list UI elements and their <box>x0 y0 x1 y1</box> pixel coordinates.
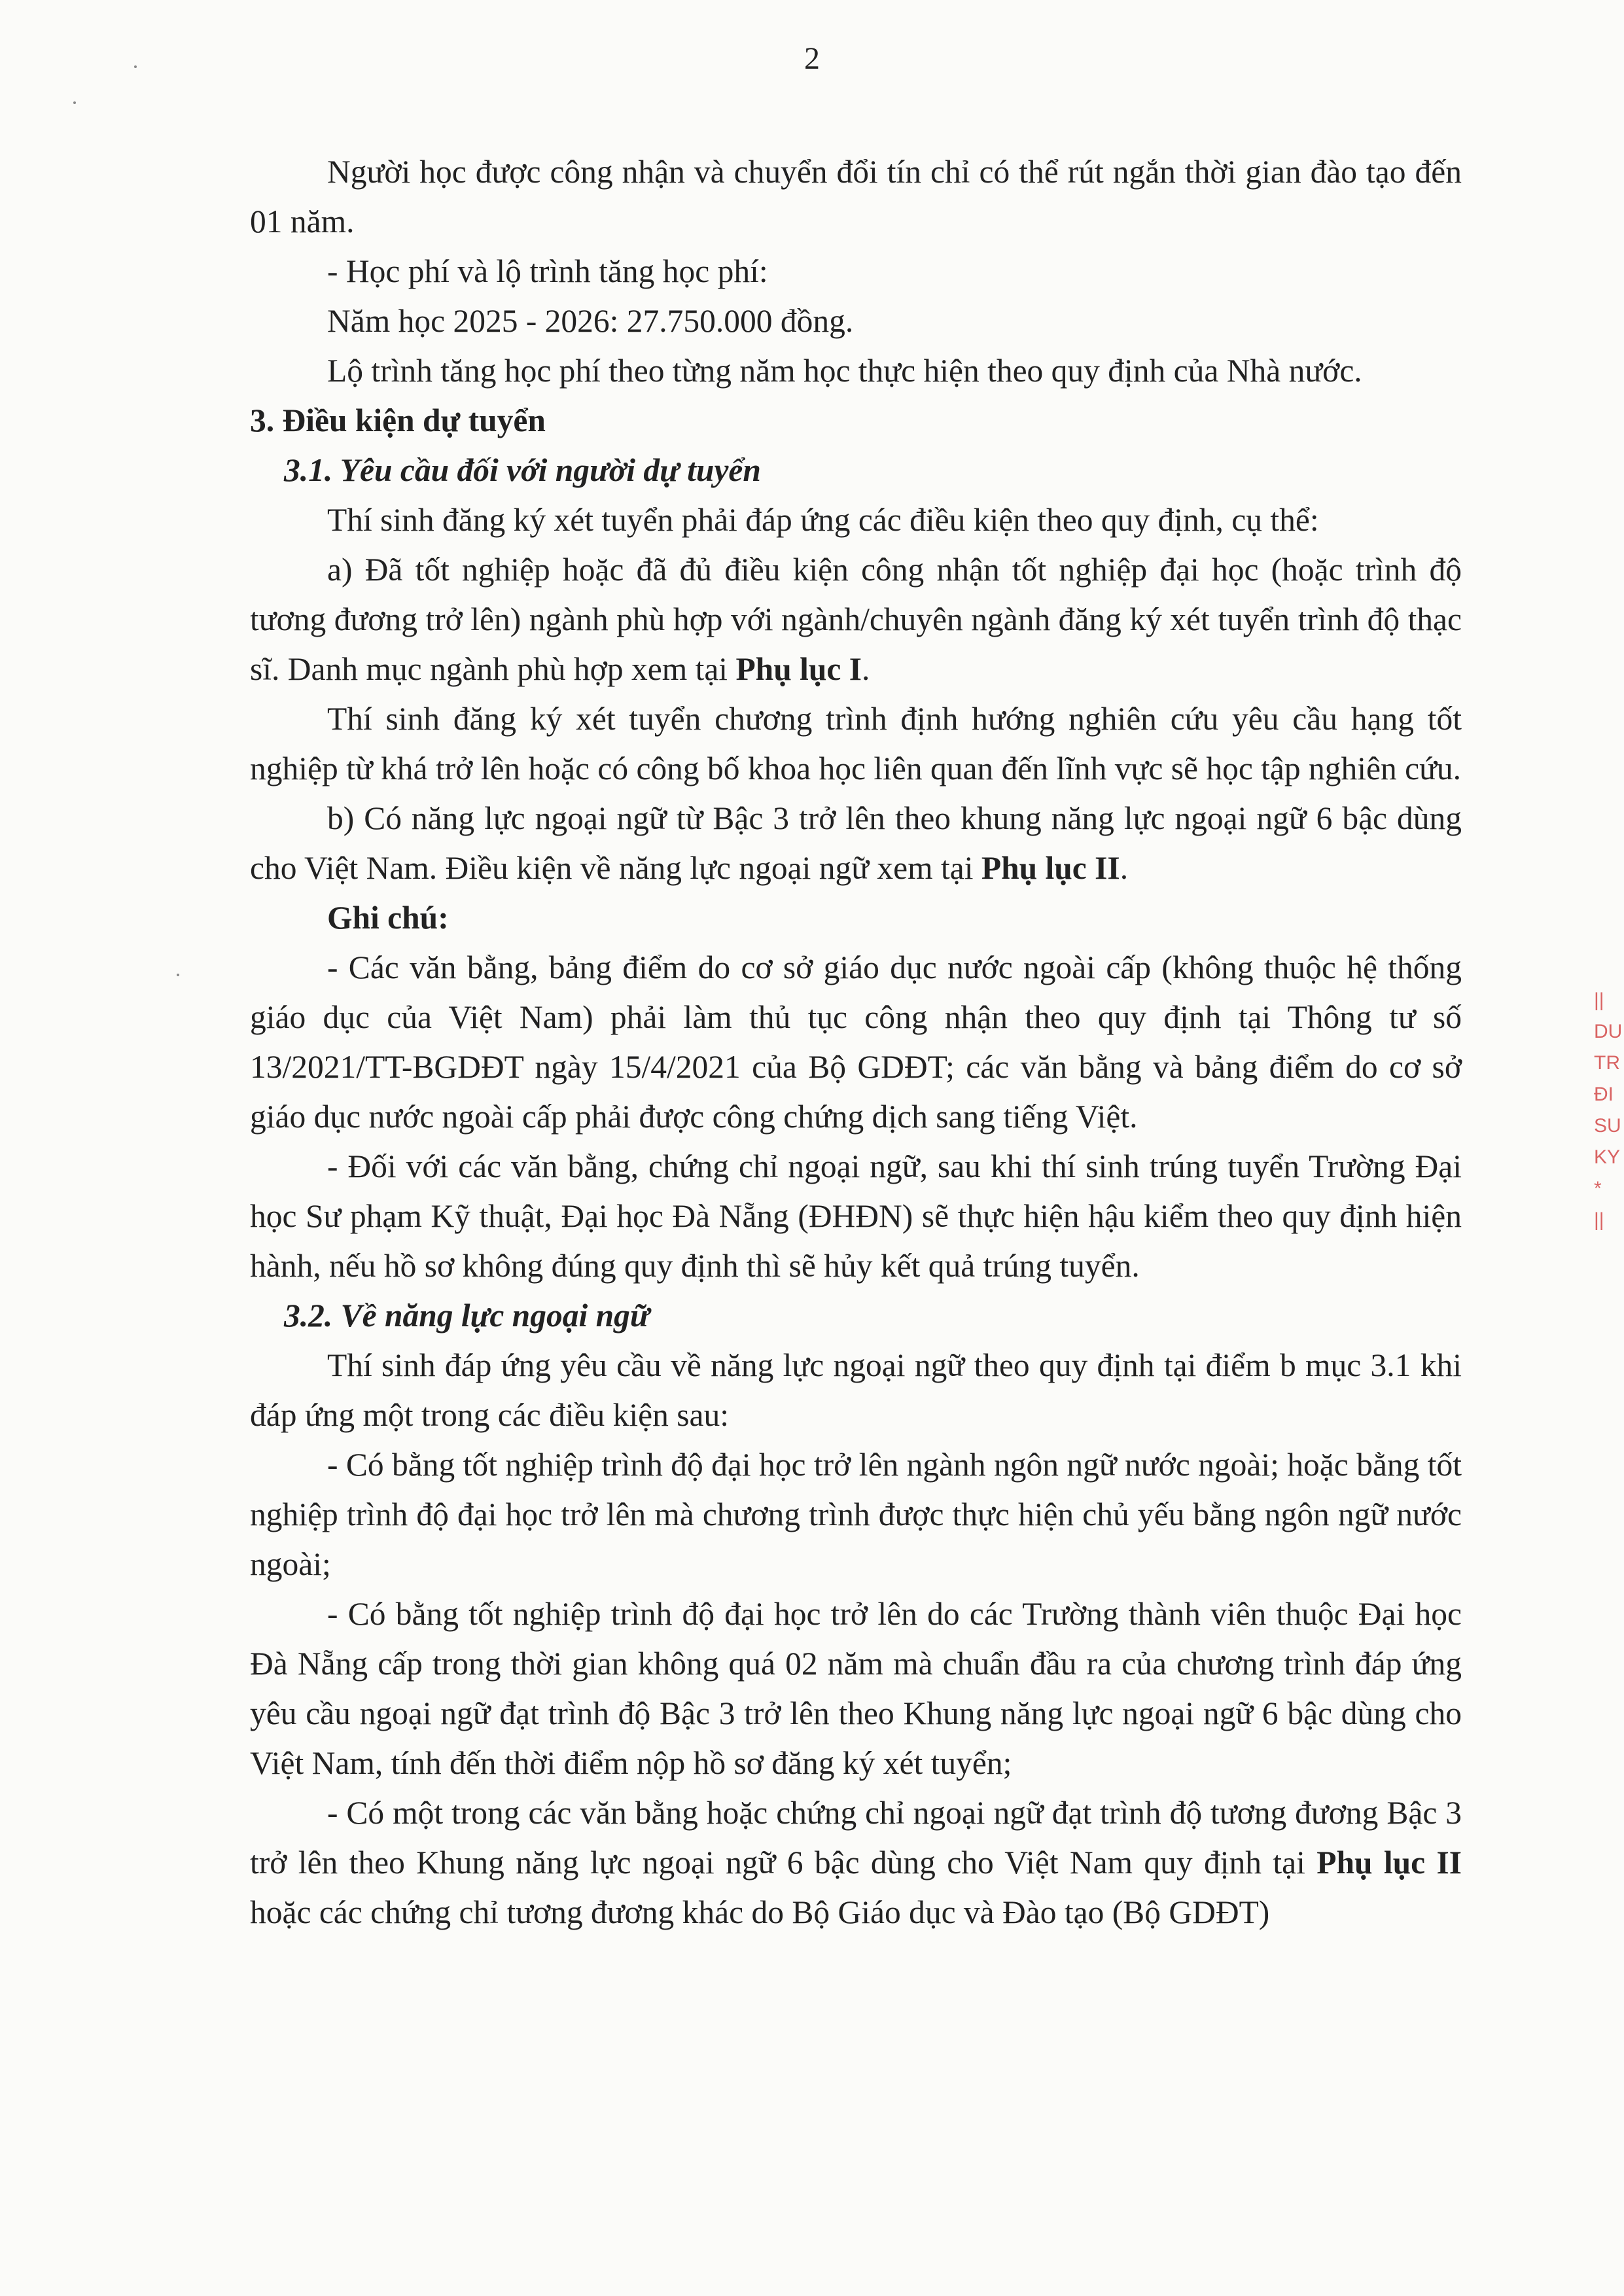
partial-stamp-mark: || DU TR ĐI SU KY * || <box>1594 989 1623 1231</box>
condition-b: b) Có năng lực ngoại ngữ từ Bậc 3 trở lên theo khung năng lực ngoại ngữ 6 bậc dùng cho Việt Nam. Điều kiện về năng lực ngoại ngữ xem tại Phụ lục II. <box>250 800 1462 886</box>
section-3-2-intro: Thí sinh đáp ứng yêu cầu về năng lực ngoại ngữ theo quy định tại điểm b mục 3.1 khi đáp ứng một trong các điều kiện sau: <box>250 1347 1462 1433</box>
section-3-2-heading: 3.2. Về năng lực ngoại ngữ <box>284 1298 650 1333</box>
section-3-1-heading: 3.1. Yêu cầu đối với người dự tuyển <box>284 452 761 488</box>
note-post-verification: - Đối với các văn bằng, chứng chỉ ngoại ngữ, sau khi thí sinh trúng tuyển Trường Đại học Sư phạm Kỹ thuật, Đại học Đà Nẵng (ĐHĐN) sẽ thực hiện hậu kiểm theo quy định hiện hành, nếu hồ sơ không đúng quy định thì sẽ hủy kết quả trúng tuyển. <box>250 1148 1462 1284</box>
section-3-1-intro: Thí sinh đăng ký xét tuyển phải đáp ứng các điều kiện theo quy định, cụ thể: <box>327 502 1319 538</box>
paragraph-credit-transfer: Người học được công nhận và chuyển đổi tín chỉ có thể rút ngắn thời gian đào tạo đến 01 năm. <box>250 154 1462 239</box>
section-3-heading: 3. Điều kiện dự tuyển <box>250 402 546 438</box>
scan-speck <box>73 101 76 104</box>
appendix-2-ref: Phụ lục II <box>981 850 1120 886</box>
paragraph-tuition-heading: - Học phí và lộ trình tăng học phí: <box>327 253 768 289</box>
note-foreign-degrees: - Các văn bằng, bảng điểm do cơ sở giáo dục nước ngoài cấp (không thuộc hệ thống giáo dục của Việt Nam) phải làm thủ tục công nhận theo quy định tại Thông tư số 13/2021/TT-BGDĐT ngày 15/4/2021 của Bộ GDĐT; các văn bằng và bảng điểm do cơ sở giáo dục nước ngoài cấp phải được công chứng dịch sang tiếng Việt. <box>250 949 1462 1135</box>
document-body <box>250 147 1462 1937</box>
language-condition-2: - Có bằng tốt nghiệp trình độ đại học trở lên do các Trường thành viên thuộc Đại học Đà Nẵng cấp trong thời gian không quá 02 năm mà chuẩn đầu ra của chương trình đáp ứng yêu cầu ngoại ngữ đạt trình độ Bậc 3 trở lên theo Khung năng lực ngoại ngữ 6 bậc dùng cho Việt Nam, tính đến thời điểm nộp hồ sơ đăng ký xét tuyển; <box>250 1596 1462 1781</box>
note-label: Ghi chú: <box>327 900 449 936</box>
research-requirement: Thí sinh đăng ký xét tuyển chương trình định hướng nghiên cứu yêu cầu hạng tốt nghiệp từ khá trở lên hoặc có công bố khoa học liên quan đến lĩnh vực sẽ học tập nghiên cứu. <box>250 701 1462 786</box>
page-number: 2 <box>804 41 820 76</box>
condition-a: a) Đã tốt nghiệp hoặc đã đủ điều kiện công nhận tốt nghiệp đại học (hoặc trình độ tương đương trở lên) ngành phù hợp với ngành/chuyên ngành đăng ký xét tuyển trình độ thạc sĩ. Danh mục ngành phù hợp xem tại Phụ lục I. <box>250 552 1462 687</box>
language-condition-3: - Có một trong các văn bằng hoặc chứng chỉ ngoại ngữ đạt trình độ tương đương Bậc 3 trở lên theo Khung năng lực ngoại ngữ 6 bậc dùng cho Việt Nam quy định tại Phụ lục II hoặc các chứng chỉ tương đương khác do Bộ Giáo dục và Đào tạo (Bộ GDĐT) <box>250 1795 1462 1930</box>
appendix-2-ref-2: Phụ lục II <box>1316 1845 1462 1881</box>
scan-speck <box>177 974 179 976</box>
paragraph-tuition-roadmap: Lộ trình tăng học phí theo từng năm học thực hiện theo quy định của Nhà nước. <box>327 353 1362 389</box>
appendix-1-ref: Phụ lục I <box>735 651 862 687</box>
scan-speck <box>134 65 137 68</box>
paragraph-tuition-amount: Năm học 2025 - 2026: 27.750.000 đồng. <box>327 303 854 339</box>
language-condition-1: - Có bằng tốt nghiệp trình độ đại học trở lên ngành ngôn ngữ nước ngoài; hoặc bằng tốt nghiệp trình độ đại học trở lên mà chương trình được thực hiện chủ yếu bằng ngôn ngữ nước ngoài; <box>250 1447 1462 1582</box>
